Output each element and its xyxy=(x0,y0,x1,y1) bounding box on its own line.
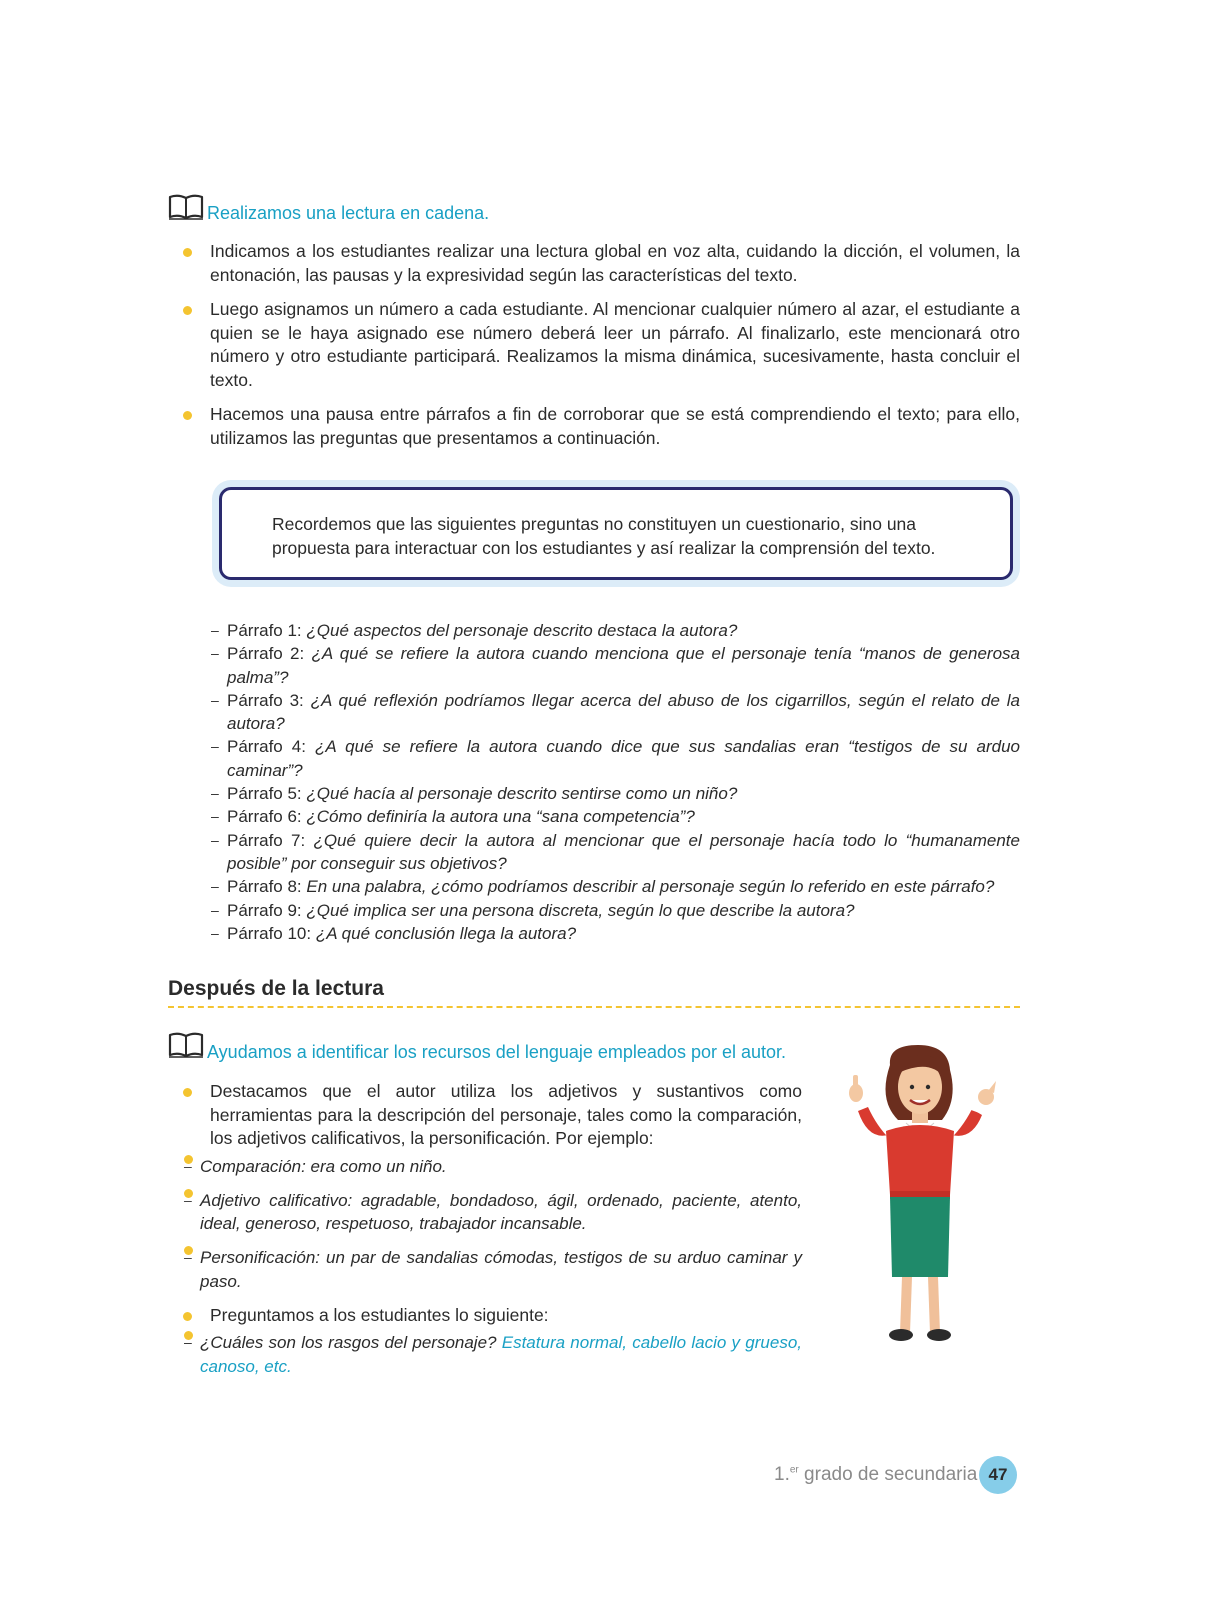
teacher-illustration xyxy=(838,1045,1003,1345)
question-text: ¿Qué quiere decir la autora al mencionar que el personaje hacía todo lo “humanamente posible” por conseguir sus objetivos? xyxy=(227,830,1020,873)
list-item: Hacemos una pausa entre párrafos a fin de corroborar que se está comprendiendo el texto; para ello, utilizamos las preguntas que presentamos a continuación. xyxy=(168,403,1020,450)
grade-label xyxy=(774,1464,977,1486)
list-item: Indicamos a los estudiantes realizar una lectura global en voz alta, cuidando la dicción, el volumen, la entonación, las pausas y la expresividad según las características del texto. xyxy=(168,240,1020,287)
question-text: ¿Qué implica ser una persona discreta, según lo que describe la autora? xyxy=(306,900,855,920)
open-book-icon xyxy=(168,194,204,220)
question-text: ¿Cuáles son los rasgos del personaje? xyxy=(200,1333,497,1353)
after-reading-content xyxy=(168,1080,802,1389)
bullet-text: Destacamos que el autor utiliza los adjetivos y sustantivos como herramientas para la descripción del personaje, tales como la comparación, los adjetivos calificativos, la personificación. Por ejemplo: xyxy=(210,1081,802,1148)
reading-chain-list xyxy=(168,240,1020,461)
grade-number: 1. xyxy=(774,1464,790,1485)
list-item: Luego asignamos un número a cada estudiante. Al mencionar cualquier número al azar, el estudiante a quien se le haya asignado ese número deberá leer un párrafo. Al finalizarlo, este mencionará otro número y otro estudiante participará. Realizamos la misma dinámica, sucesivamente, hasta concluir el texto. xyxy=(168,298,1020,392)
open-book-icon xyxy=(168,1032,204,1058)
after-reading-list xyxy=(168,1080,802,1378)
question-item xyxy=(211,619,1020,642)
question-label: Párrafo 1: xyxy=(227,621,302,640)
example-item: – Adjetivo calificativo: agradable, bondadoso, ágil, ordenado, paciente, atento, ideal, generoso, respetuoso, trabajador incansable. xyxy=(184,1189,802,1236)
question-item xyxy=(211,642,1020,689)
page-number-badge xyxy=(979,1456,1017,1494)
grade-superscript: er xyxy=(789,1464,799,1476)
bullet-text: Preguntamos a los estudiantes lo siguiente: xyxy=(210,1304,549,1325)
question-label: Párrafo 2: xyxy=(227,644,305,664)
question-label: Párrafo 7: xyxy=(227,830,306,850)
question-text: ¿A qué se refiere la autora cuando dice que sus sandalias eran “testigos de su arduo caminar”? xyxy=(227,737,1020,780)
question-item xyxy=(184,1331,802,1378)
answer-text: Estatura normal, cabello lacio y grueso, canoso, etc. xyxy=(200,1333,802,1376)
grade-text: grado de secundaria xyxy=(798,1464,978,1485)
section-heading-after-reading: Después de la lectura xyxy=(168,977,384,1000)
question-item xyxy=(211,875,1020,898)
examples-list xyxy=(184,1155,802,1293)
section-divider xyxy=(168,1006,1020,1008)
paragraph-questions-list xyxy=(211,619,1020,945)
question-item xyxy=(211,899,1020,922)
question-text: En una palabra, ¿cómo podríamos describir al personaje según lo referido en este párrafo? xyxy=(306,877,995,897)
question-label: Párrafo 8: xyxy=(227,877,302,897)
question-text: ¿Qué hacía al personaje descrito sentirse como un niño? xyxy=(306,784,738,804)
activity-title-reading-chain: Realizamos una lectura en cadena. xyxy=(207,203,490,223)
question-label: Párrafo 6: xyxy=(227,807,302,827)
question-item xyxy=(211,922,1020,945)
question-text: ¿A qué se refiere la autora cuando menciona que el personaje tenía “manos de generosa palma”? xyxy=(227,644,1020,687)
question-item xyxy=(211,782,1020,805)
question-label: Párrafo 4: xyxy=(227,737,306,757)
question-item xyxy=(211,829,1020,876)
question-text: ¿A qué conclusión llega la autora? xyxy=(315,923,577,943)
question-item xyxy=(211,735,1020,782)
question-label: Párrafo 9: xyxy=(227,900,302,920)
example-item: – Personificación: un par de sandalias cómodas, testigos de su arduo caminar y paso. xyxy=(184,1246,802,1293)
note-text: Recordemos que las siguientes preguntas no constituyen un cuestionario, sino una propuesta para interactuar con los estudiantes y así realizar la comprensión del texto. xyxy=(272,514,936,558)
question-text: ¿Qué aspectos del personaje descrito destaca la autora? xyxy=(306,621,738,640)
list-item xyxy=(168,1304,802,1378)
question-label: Párrafo 10: xyxy=(227,923,312,943)
question-item xyxy=(211,689,1020,736)
list-item xyxy=(168,1080,802,1293)
activity-title-language-resources: Ayudamos a identificar los recursos del lenguaje empleados por el autor. xyxy=(207,1042,787,1062)
example-item: – Comparación: era como un niño. xyxy=(184,1155,802,1178)
page-number: 47 xyxy=(988,1465,1008,1484)
question-text: ¿Cómo definiría la autora una “sana competencia”? xyxy=(306,807,695,827)
question-label: Párrafo 3: xyxy=(227,690,304,710)
note-box xyxy=(219,487,1013,580)
question-text: ¿A qué reflexión podríamos llegar acerca del abuso de los cigarrillos, según el relato de la autora? xyxy=(227,690,1020,734)
question-label: Párrafo 5: xyxy=(227,784,302,804)
student-question-list xyxy=(184,1331,802,1378)
question-item xyxy=(211,805,1020,828)
